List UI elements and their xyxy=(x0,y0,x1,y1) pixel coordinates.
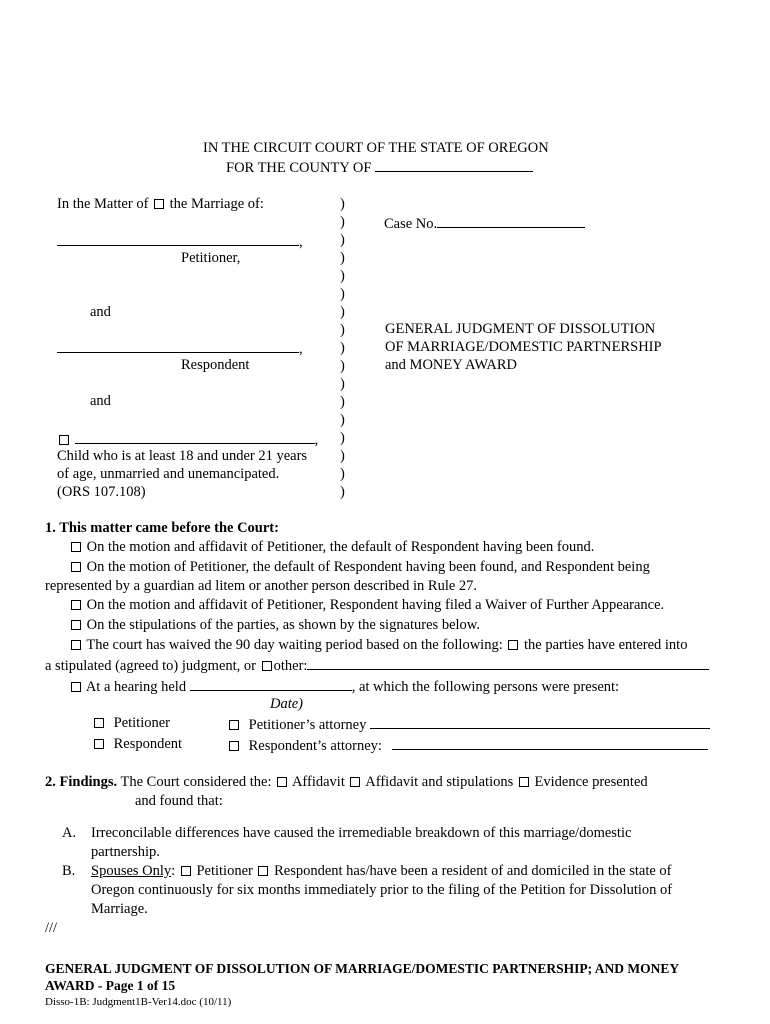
continuation-slashes: /// xyxy=(45,920,58,936)
affidavit-stipulations-checkbox[interactable] xyxy=(350,777,360,787)
option-e-text-cont: a stipulated (agreed to) judgment, or xyxy=(45,658,256,674)
residency-respondent-checkbox[interactable] xyxy=(258,866,268,876)
section1-option-f xyxy=(69,677,619,696)
judgment-title-2: OF MARRIAGE/DOMESTIC PARTNERSHIP xyxy=(385,339,662,355)
respondent-attorney-blank[interactable] xyxy=(392,736,708,750)
child-checkbox[interactable] xyxy=(59,435,69,445)
option-c-text: On the motion and affidavit of Petitioner, Respondent having filed a Waiver of Further Appearance. xyxy=(86,597,665,613)
residency-text: Respondent has/have been a resident of and domiciled in the state of xyxy=(274,863,672,879)
petitioner-name-line: , xyxy=(57,232,303,251)
paren: ) xyxy=(340,196,345,212)
affidavit-stipulations-label: Affidavit and stipulations xyxy=(365,774,514,790)
judgment-title-3: and MONEY AWARD xyxy=(385,357,518,373)
child-line-1: Child who is at least 18 and under 21 years xyxy=(57,448,308,464)
option-b-checkbox[interactable] xyxy=(71,562,81,572)
option-d-checkbox[interactable] xyxy=(71,620,81,630)
spouses-only-label: Spouses Only xyxy=(91,863,172,879)
paren: ) xyxy=(340,394,345,410)
footer-title-2: AWARD - Page 1 of 15 xyxy=(45,978,176,993)
option-e-checkbox[interactable] xyxy=(71,640,81,650)
option-e-line-2 xyxy=(45,656,709,675)
option-a-checkbox[interactable] xyxy=(71,542,81,552)
date-label: Date) xyxy=(270,696,304,712)
matter-checkbox[interactable] xyxy=(154,199,164,209)
option-f-checkbox[interactable] xyxy=(71,682,81,692)
respondent-label: Respondent xyxy=(181,357,250,373)
finding-a-label: A. xyxy=(62,825,77,841)
considered-text: The Court considered the: xyxy=(120,774,272,790)
residency-petitioner-label: Petitioner xyxy=(196,863,253,879)
finding-b-label: B. xyxy=(62,863,76,879)
paren: ) xyxy=(340,268,345,284)
hearing-date-blank[interactable] xyxy=(190,677,352,691)
section1-option-a xyxy=(69,539,594,556)
child-line-3: (ORS 107.108) xyxy=(57,484,146,500)
evidence-label: Evidence presented xyxy=(534,774,648,790)
section1-option-e xyxy=(69,637,687,654)
petitioner-attorney-checkbox[interactable] xyxy=(229,720,239,730)
paren: ) xyxy=(340,286,345,302)
hearing-text: At a hearing held xyxy=(85,679,187,695)
finding-a-text-cont: partnership. xyxy=(91,844,160,860)
hearing-text-cont: , at which the following persons were present: xyxy=(351,679,620,695)
paren: ) xyxy=(340,358,345,374)
paren: ) xyxy=(340,340,345,356)
section1-option-b xyxy=(69,559,650,576)
and-label-1: and xyxy=(90,304,111,320)
respondent-attorney-label: Respondent’s attorney: xyxy=(248,738,382,754)
court-line: IN THE CIRCUIT COURT OF THE STATE OF OREGON xyxy=(203,140,549,156)
found-that: and found that: xyxy=(135,793,223,809)
paren: ) xyxy=(340,466,345,482)
finding-b-line-3: Marriage. xyxy=(91,901,148,917)
petitioner-label: Petitioner, xyxy=(181,250,241,266)
finding-b-line-1 xyxy=(91,863,672,880)
case-no-line xyxy=(384,214,585,233)
petitioner-present-label: Petitioner xyxy=(113,715,171,731)
present-petitioner-attorney xyxy=(227,715,710,734)
section2-number: 2 xyxy=(45,774,53,790)
option-e-text: The court has waived the 90 day waiting period based on the following: xyxy=(86,637,503,653)
paren: ) xyxy=(340,232,345,248)
child-name-blank[interactable] xyxy=(75,430,315,444)
section2-heading xyxy=(45,774,648,791)
paren: ) xyxy=(340,304,345,320)
affidavit-checkbox[interactable] xyxy=(277,777,287,787)
option-a-text: On the motion and affidavit of Petitioner, the default of Respondent having been found. xyxy=(86,539,595,555)
present-respondent xyxy=(92,736,182,753)
respondent-name-blank[interactable] xyxy=(57,339,299,353)
respondent-present-checkbox[interactable] xyxy=(94,739,104,749)
section1-heading: 1. This matter came before the Court: xyxy=(45,520,279,536)
paren: ) xyxy=(340,250,345,266)
matter-suffix: the Marriage of: xyxy=(169,196,264,212)
paren: ) xyxy=(340,430,345,446)
respondent-present-label: Respondent xyxy=(113,736,183,752)
case-no-label: Case No. xyxy=(384,216,438,232)
present-petitioner xyxy=(92,715,170,732)
judgment-title-1: GENERAL JUDGMENT OF DISSOLUTION xyxy=(385,321,656,337)
petitioner-present-checkbox[interactable] xyxy=(94,718,104,728)
spouses-colon: : xyxy=(171,863,176,879)
evidence-checkbox[interactable] xyxy=(519,777,529,787)
paren: ) xyxy=(340,214,345,230)
affidavit-label: Affidavit xyxy=(291,774,345,790)
other-label: other: xyxy=(273,658,308,674)
case-no-blank[interactable] xyxy=(437,214,585,228)
respondent-attorney-checkbox[interactable] xyxy=(229,741,239,751)
finding-a-text: Irreconcilable differences have caused the irremediable breakdown of this marriage/domestic xyxy=(91,825,632,841)
option-d-text: On the stipulations of the parties, as shown by the signatures below. xyxy=(86,617,480,633)
section1-option-d xyxy=(69,617,480,634)
present-respondent-attorney xyxy=(227,736,708,755)
stipulated-checkbox[interactable] xyxy=(508,640,518,650)
paren: ) xyxy=(340,448,345,464)
option-b-text: On the motion of Petitioner, the default of Respondent having been found, and Respondent being xyxy=(86,559,650,575)
option-c-checkbox[interactable] xyxy=(71,600,81,610)
petitioner-attorney-label: Petitioner’s attorney xyxy=(248,717,367,733)
section1-option-c xyxy=(69,597,664,614)
county-heading xyxy=(226,158,533,177)
other-blank[interactable] xyxy=(307,656,709,670)
paren: ) xyxy=(340,412,345,428)
county-line: FOR THE COUNTY OF xyxy=(226,160,372,176)
child-name-line: , xyxy=(57,430,318,449)
residency-petitioner-checkbox[interactable] xyxy=(181,866,191,876)
respondent-name-line: , xyxy=(57,339,303,358)
section2-title: . Findings. xyxy=(52,774,118,790)
caption-parentheses xyxy=(340,195,350,501)
petitioner-name-blank[interactable] xyxy=(57,232,299,246)
footer-form-id: Disso-1B: Judgment1B-Ver14.doc (10/11) xyxy=(45,996,232,1008)
and-label-2: and xyxy=(90,393,111,409)
county-blank[interactable] xyxy=(375,158,533,172)
paren: ) xyxy=(340,484,345,500)
matter-line xyxy=(57,196,264,213)
paren: ) xyxy=(340,322,345,338)
finding-b-line-2: Oregon continuously for six months immediately prior to the filing of the Petition for Dissolution of xyxy=(91,882,673,898)
footer-title-1: GENERAL JUDGMENT OF DISSOLUTION OF MARRIAGE/DOMESTIC PARTNERSHIP; AND MONEY xyxy=(45,961,680,976)
petitioner-attorney-blank[interactable] xyxy=(370,715,710,729)
court-heading xyxy=(203,140,549,157)
matter-prefix: In the Matter of xyxy=(57,196,149,212)
option-b-text-cont: represented by a guardian ad litem or another person described in Rule 27. xyxy=(45,578,478,594)
option-e-stipulated-text: the parties have entered into xyxy=(524,637,688,653)
other-checkbox[interactable] xyxy=(262,661,272,671)
child-line-2: of age, unmarried and unemancipated. xyxy=(57,466,280,482)
paren: ) xyxy=(340,376,345,392)
